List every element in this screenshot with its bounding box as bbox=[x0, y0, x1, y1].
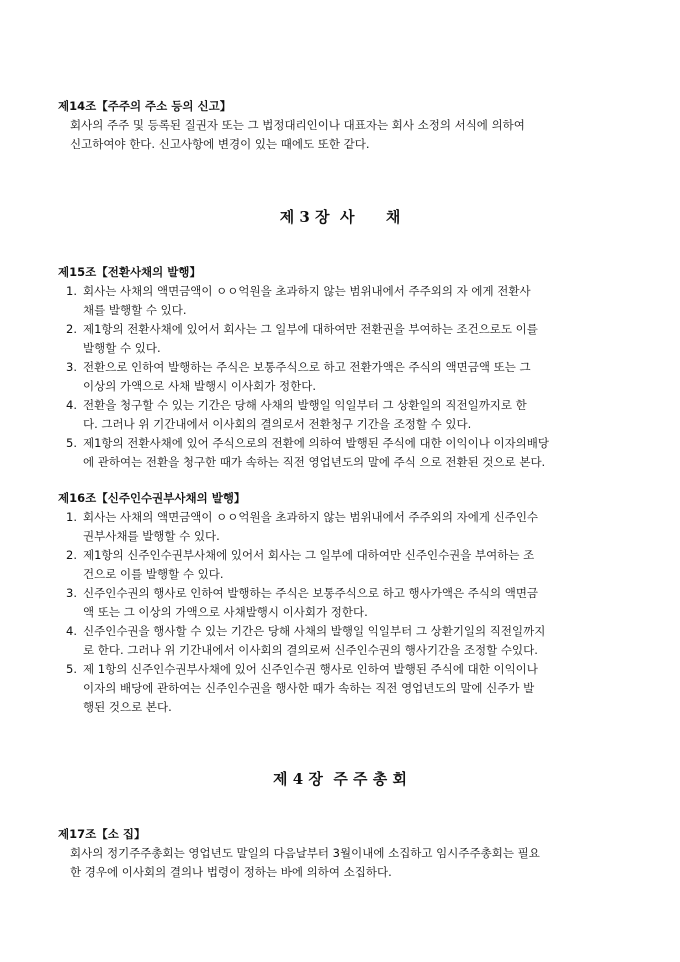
item-line: 로 한다. 그러나 위 기간내에서 이사회의 결의로써 신주인수권의 행사기간을 조정할 수있다. bbox=[83, 643, 538, 657]
article-14-line: 회사의 주주 및 등록된 질권자 또는 그 법정대리인이나 대표자는 회사 소정의 서식에 의하여 bbox=[70, 118, 525, 132]
article-17-body bbox=[70, 844, 622, 882]
item-number: 1. bbox=[66, 284, 77, 298]
item-line: 회사는 사채의 액면금액이 ㅇㅇ억원을 초과하지 않는 범위내에서 주주외의 자에게 신주인수 bbox=[83, 510, 539, 524]
article-14-title: 제14조【주주의 주소 등의 신고】 bbox=[58, 99, 232, 113]
item-line: 신주인수권의 행사로 인하여 발행하는 주식은 보통주식으로 하고 행사가액은 주식의 액면금 bbox=[83, 586, 539, 600]
article-15-list bbox=[66, 282, 626, 472]
article-17-line: 한 경우에 이사회의 결의나 법령이 정하는 바에 의하여 소집하다. bbox=[70, 865, 392, 879]
item-number: 5. bbox=[66, 436, 77, 450]
item-line: 제1항의 신주인수권부사채에 있어서 회사는 그 일부에 대하여만 신주인수권을 부여하는 조 bbox=[83, 548, 535, 562]
item-line: 제 1항의 신주인수권부사채에 있어 신주인수권 행사로 인하여 발행된 주식에 대한 이익이나 bbox=[83, 662, 538, 676]
item-line: 액 또는 그 이상의 가액으로 사채발행시 이사회가 정한다. bbox=[83, 605, 368, 619]
list-item bbox=[66, 320, 626, 358]
item-number: 4. bbox=[66, 624, 77, 638]
list-item bbox=[66, 282, 626, 320]
item-line: 제1항의 전환사채에 있어 주식으로의 전환에 의하여 발행된 주식에 대한 이익이나 이자의배당 bbox=[83, 436, 550, 450]
article-16-title: 제16조【신주인수권부사채의 발행】 bbox=[58, 491, 246, 505]
list-item bbox=[66, 584, 626, 622]
item-line: 전환으로 인하여 발행하는 주식은 보통주식으로 하고 전환가액은 주식의 액면금액 또는 그 bbox=[83, 360, 531, 374]
item-line: 에 관하여는 전환을 청구한 때가 속하는 직전 영업년도의 말에 주식 으로 전환된 것으로 본다. bbox=[83, 455, 546, 469]
item-number: 1. bbox=[66, 510, 77, 524]
item-line: 신주인수권을 행사할 수 있는 기간은 당해 사채의 발행일 익일부터 그 상환기일의 직전일까지 bbox=[83, 624, 546, 638]
item-line: 다. 그러나 위 기간내에서 이사회의 결의로서 전환청구 기간을 조정할 수 있다. bbox=[83, 417, 472, 431]
chapter-3-heading: 제 3 장 사 채 bbox=[279, 208, 401, 226]
list-item bbox=[66, 660, 626, 717]
item-line: 채를 발행할 수 있다. bbox=[83, 303, 187, 317]
item-line: 이상의 가액으로 사채 발행시 이사회가 정한다. bbox=[83, 379, 317, 393]
chapter-4-heading: 제 4 장 주 주 총 회 bbox=[273, 770, 407, 788]
item-number: 2. bbox=[66, 322, 77, 336]
list-item bbox=[66, 622, 626, 660]
item-line: 권부사채를 발행할 수 있다. bbox=[83, 529, 220, 543]
list-item bbox=[66, 396, 626, 434]
item-line: 행된 것으로 본다. bbox=[83, 700, 172, 714]
item-number: 2. bbox=[66, 548, 77, 562]
item-number: 3. bbox=[66, 360, 77, 374]
article-14-body bbox=[70, 116, 622, 154]
item-number: 3. bbox=[66, 586, 77, 600]
list-item bbox=[66, 508, 626, 546]
article-14-line: 신고하여야 한다. 신고사항에 변경이 있는 때에도 또한 같다. bbox=[70, 137, 370, 151]
article-15-title: 제15조【전환사채의 발행】 bbox=[58, 265, 201, 279]
item-number: 5. bbox=[66, 662, 77, 676]
item-line: 건으로 이를 발행할 수 있다. bbox=[83, 567, 224, 581]
item-line: 발행할 수 있다. bbox=[83, 341, 161, 355]
item-line: 이자의 배당에 관하여는 신주인수권을 행사한 때가 속하는 직전 영업년도의 말에 신주가 발 bbox=[83, 681, 535, 695]
list-item bbox=[66, 434, 626, 472]
item-line: 제1항의 전환사채에 있어서 회사는 그 일부에 대하여만 전환권을 부여하는 조건으로도 이를 bbox=[83, 322, 538, 336]
list-item bbox=[66, 358, 626, 396]
item-line: 회사는 사채의 액면금액이 ㅇㅇ억원을 초과하지 않는 범위내에서 주주외의 자 에게 전환사 bbox=[83, 284, 531, 298]
article-17-line: 회사의 정기주주총회는 영업년도 말일의 다음날부터 3월이내에 소집하고 임시주주총회는 필요 bbox=[70, 846, 540, 860]
article-17-title: 제17조【소 집】 bbox=[58, 827, 146, 841]
item-line: 전환을 청구할 수 있는 기간은 당해 사채의 발행일 익일부터 그 상환일의 직전일까지로 한 bbox=[83, 398, 527, 412]
list-item bbox=[66, 546, 626, 584]
item-number: 4. bbox=[66, 398, 77, 412]
article-16-list bbox=[66, 508, 626, 717]
